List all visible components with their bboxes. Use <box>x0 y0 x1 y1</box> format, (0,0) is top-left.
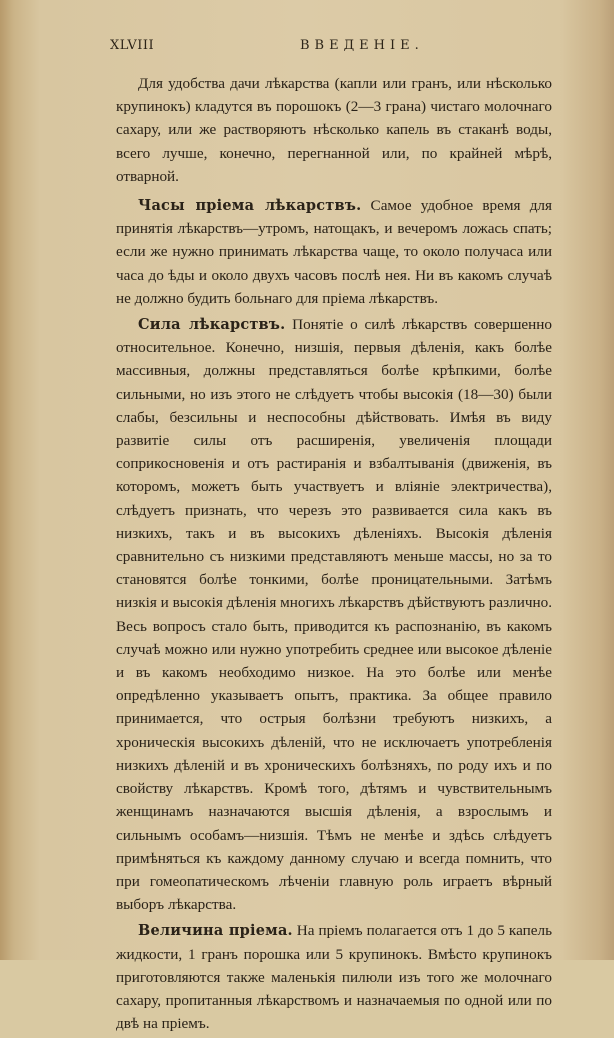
paragraph-text: Для удобства дачи лѣкарства (капли или гранъ, или нѣсколько крупинокъ) кладутся въ порошокъ (2—3 грана) чистаго молочнаго сахару, или же растворяютъ нѣсколько капель въ стаканѣ воды, всего лучше, конечно, перегнанной или, по крайней мѣрѣ, отварной. <box>116 75 552 185</box>
paragraph-intro <box>116 72 552 188</box>
running-title: ВВЕДЕНІЕ. <box>300 38 424 53</box>
paragraph-potency <box>116 313 552 916</box>
paragraph-text: Самое удобное время для принятія лѣкарствъ—утромъ, натощакъ, и вечеромъ ложась спать; если же нужно принимать лѣкарства чаще, то около получаса или часа до ѣды и около двухъ часовъ послѣ нея. Ни въ какомъ случаѣ не должно будить больнаго для пріема лѣкарствъ. <box>116 197 552 307</box>
section-heading-dosing-times: Часы пріема лѣкарствъ. <box>138 197 362 215</box>
body-text <box>116 72 552 1038</box>
paragraph-dose-size <box>116 919 552 1035</box>
page-number: XLVIII <box>110 38 155 53</box>
page-header <box>110 36 550 60</box>
section-heading-potency: Сила лѣкарствъ. <box>138 316 286 334</box>
paragraph-text: На пріемъ полагается отъ 1 до 5 капель жидкости, 1 гранъ порошка или 5 крупинокъ. Вмѣсто крупинокъ приготовляются также маленькія пилюли изъ того же молочнаго сахару, пропитанныя лѣкарствомъ и назначаемыя по одной или по двѣ на пріемъ. <box>116 922 553 1033</box>
paragraph-dosing-times <box>116 194 552 310</box>
paragraph-text: Понятіе о силѣ лѣкарствъ совершенно относительное. Конечно, низшія, первыя дѣленія, какъ болѣе массивныя, должны представляться болѣе крѣпкими, болѣе сильными, но изъ этого не слѣдуетъ чтобы высокія (18—30) были слабы, безсильны и неспособны дѣйствовать. Имѣя въ виду развитіе силы отъ расширенія, увеличенія площади соприкосновенія и отъ растиранія и взбалтыванія (движенія, въ которомъ, можетъ быть участвуетъ и вліяніе электричества), слѣдуетъ признать, что черезъ это развивается сила какъ въ низкихъ, такъ и въ высокихъ дѣленіяхъ. Высокія дѣленія сравнительно съ низкими представляютъ меньше массы, но за то становятся болѣе тонкими, болѣе проницательными. Затѣмъ низкія и высокія дѣленія многихъ лѣкарствъ дѣйствуютъ различно. Весь вопросъ стало быть, приводится къ распознанію, въ какомъ случаѣ можно или нужно употребить среднее или высокое дѣленіе и въ какомъ необходимо низкое. На это болѣе или менѣе опредѣленно указываетъ опытъ, практика. За общее правило принимается, что острыя болѣзни требуютъ низкихъ, а хроническія высокихъ дѣленій, что не исключаетъ употребленія низкихъ дѣленій и въ хроническихъ болѣзняхъ, по роду ихъ и по свойству лѣкарствъ. Кромѣ того, дѣтямъ и чувствительнымъ женщинамъ назначаются высшія дѣленія, а взрослымъ и сильнымъ особамъ—низшія. Тѣмъ не менѣе и здѣсь слѣдуетъ примѣняться къ каждому данному случаю и всегда помнить, что при гомеопатическомъ лѣченіи главную роль играетъ вѣрный выборъ лѣкарства. <box>116 316 552 914</box>
section-heading-dose-size: Величина пріема. <box>138 922 293 940</box>
